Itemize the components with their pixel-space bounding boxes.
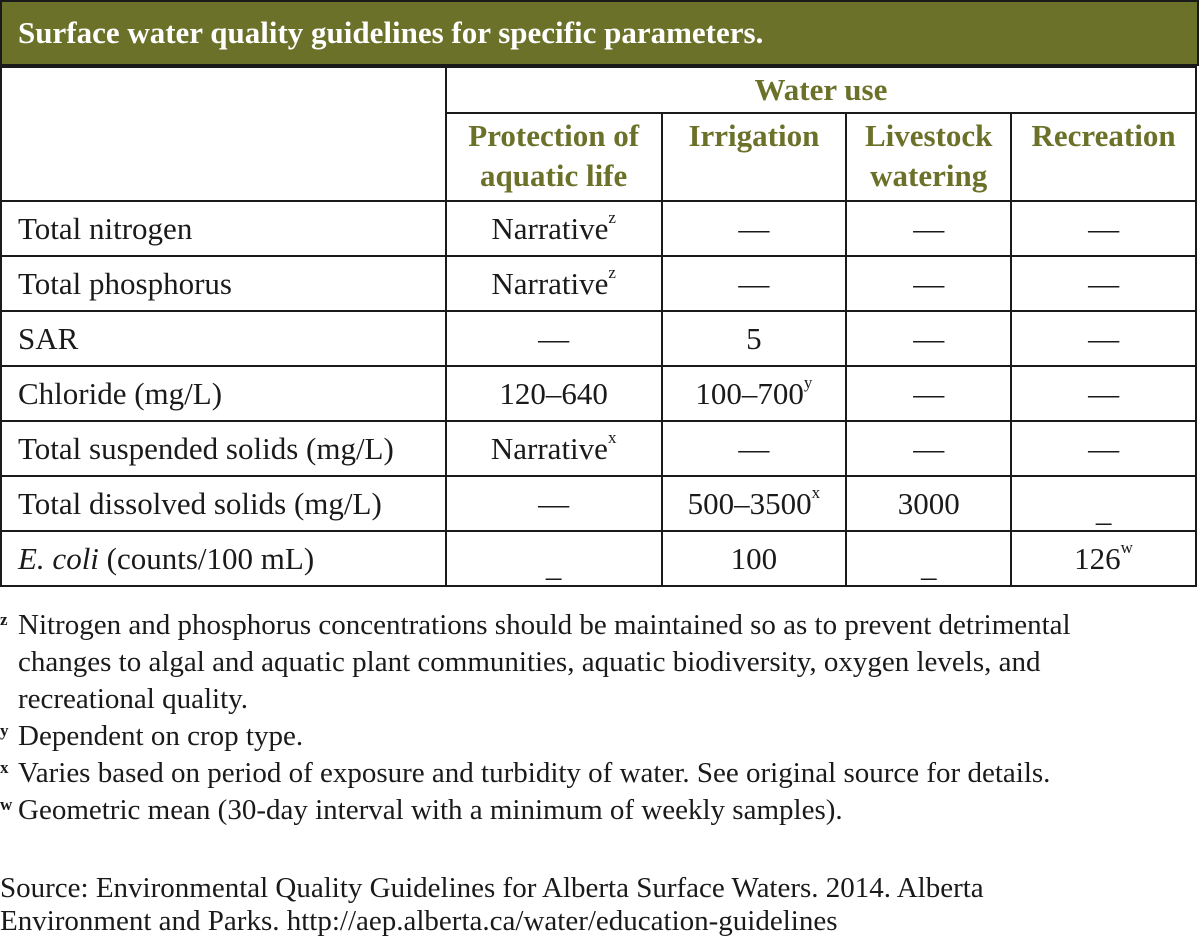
footnotes [0, 607, 1199, 829]
footnote-text: Dependent on crop type. [18, 720, 304, 752]
cell-value: 100 [730, 541, 778, 576]
table-cell [662, 366, 847, 421]
cell-value: — [738, 211, 770, 246]
cell-value: Narrative [491, 211, 609, 246]
footnote-line [0, 792, 1199, 829]
row-label-italic: E. coli [18, 541, 99, 576]
table-cell [1011, 531, 1196, 586]
table-row [1, 476, 1196, 531]
table-cell [846, 531, 1011, 586]
table-cell [846, 421, 1011, 476]
guidelines-table [0, 66, 1197, 587]
footnote-marker: w [1120, 538, 1133, 557]
table-cell [446, 256, 662, 311]
table-cell [846, 366, 1011, 421]
table-cell [446, 476, 662, 531]
table-title: Surface water quality guidelines for specific parameters. [0, 0, 1199, 66]
cell-value: — [1088, 376, 1120, 411]
table-cell [662, 256, 847, 311]
table-cell [1011, 366, 1196, 421]
water-use-header: Water use [446, 67, 1196, 113]
row-label-text: Total dissolved solids (mg/L) [18, 486, 382, 521]
footnote-text: recreational quality. [18, 683, 249, 715]
cell-value: — [913, 211, 945, 246]
table-cell [446, 201, 662, 256]
source-citation [0, 872, 1199, 938]
row-label [1, 256, 446, 311]
row-label [1, 421, 446, 476]
footnote-line [0, 755, 1199, 792]
cell-value: — [738, 431, 770, 466]
source-line: Source: Environmental Quality Guidelines for Alberta Surface Waters. 2014. Alberta [0, 872, 984, 904]
table-cell [446, 366, 662, 421]
row-label-text: Total suspended solids (mg/L) [18, 431, 394, 466]
corner-cell [1, 67, 446, 201]
cell-value: 126 [1074, 541, 1121, 576]
table-cell [662, 421, 847, 476]
table-row [1, 366, 1196, 421]
cell-value: _ [1095, 493, 1112, 528]
footnote-mark: w [0, 795, 13, 814]
table-row [1, 421, 1196, 476]
footnote-line [0, 718, 1199, 755]
table-body [1, 201, 1196, 586]
cell-value: — [913, 376, 945, 411]
table-cell [1011, 476, 1196, 531]
row-label-text: Total phosphorus [18, 266, 232, 301]
footnote-text: Nitrogen and phosphorus concentrations should be maintained so as to prevent detrimental [18, 609, 1071, 641]
footnote-mark: z [0, 610, 8, 629]
table-cell [1011, 311, 1196, 366]
row-label [1, 531, 446, 586]
table-cell [446, 531, 662, 586]
row-label-text: (counts/100 mL) [98, 541, 315, 576]
footnote-mark: x [0, 758, 9, 777]
column-header-irrigation: Irrigation [662, 113, 847, 201]
table-cell [446, 311, 662, 366]
footnote-marker: z [608, 208, 616, 227]
table-cell [846, 311, 1011, 366]
table-cell [846, 256, 1011, 311]
table-cell [1011, 201, 1196, 256]
cell-value: — [1088, 266, 1120, 301]
cell-value: Narrative [490, 431, 608, 466]
table-row [1, 201, 1196, 256]
table-cell [662, 311, 847, 366]
row-label-text: Chloride (mg/L) [18, 376, 223, 411]
cell-value: 120–640 [499, 376, 608, 411]
cell-value: — [913, 321, 945, 356]
table-row [1, 311, 1196, 366]
cell-value: — [1088, 321, 1120, 356]
footnote-marker: x [811, 483, 821, 502]
cell-value: — [538, 321, 570, 356]
table-cell [662, 531, 847, 586]
row-label-text: SAR [18, 321, 79, 356]
footnote-text: Varies based on period of exposure and turbidity of water. See original source for details. [18, 757, 1051, 789]
cell-value: Narrative [491, 266, 609, 301]
row-label [1, 311, 446, 366]
cell-value: — [538, 486, 570, 521]
cell-value: 3000 [897, 486, 960, 521]
cell-value: _ [920, 548, 937, 583]
footnote-marker: z [608, 263, 616, 282]
table-cell [446, 421, 662, 476]
source-line: Environment and Parks. http://aep.alberta.ca/water/education-guidelines [0, 905, 838, 937]
footnote-text: changes to algal and aquatic plant communities, aquatic biodiversity, oxygen levels, and [18, 646, 1041, 678]
table-cell [1011, 421, 1196, 476]
row-label [1, 201, 446, 256]
footnote-marker: x [607, 428, 617, 447]
footnote-line [0, 644, 1199, 681]
row-label [1, 366, 446, 421]
cell-value: 500–3500 [687, 486, 812, 521]
cell-value: 100–700 [695, 376, 804, 411]
table-cell [846, 476, 1011, 531]
footnote-line [0, 607, 1199, 644]
cell-value: 5 [746, 321, 762, 356]
column-header-livestock: Livestock watering [846, 113, 1011, 201]
footnote-line [0, 681, 1199, 718]
cell-value: — [738, 266, 770, 301]
cell-value: — [913, 266, 945, 301]
table-row [1, 256, 1196, 311]
table-cell [846, 201, 1011, 256]
table-cell [1011, 256, 1196, 311]
footnote-mark: y [0, 721, 9, 740]
cell-value: _ [545, 548, 562, 583]
cell-value: — [1088, 211, 1120, 246]
row-label [1, 476, 446, 531]
footnote-text: Geometric mean (30-day interval with a minimum of weekly samples). [18, 794, 843, 826]
cell-value: — [913, 431, 945, 466]
footnote-marker: y [803, 373, 813, 392]
cell-value: — [1088, 431, 1120, 466]
row-label-text: Total nitrogen [18, 211, 193, 246]
table-cell [662, 201, 847, 256]
table-row [1, 531, 1196, 586]
column-header-aquatic-life: Protection of aquatic life [446, 113, 662, 201]
column-header-recreation: Recreation [1011, 113, 1196, 201]
table-cell [662, 476, 847, 531]
